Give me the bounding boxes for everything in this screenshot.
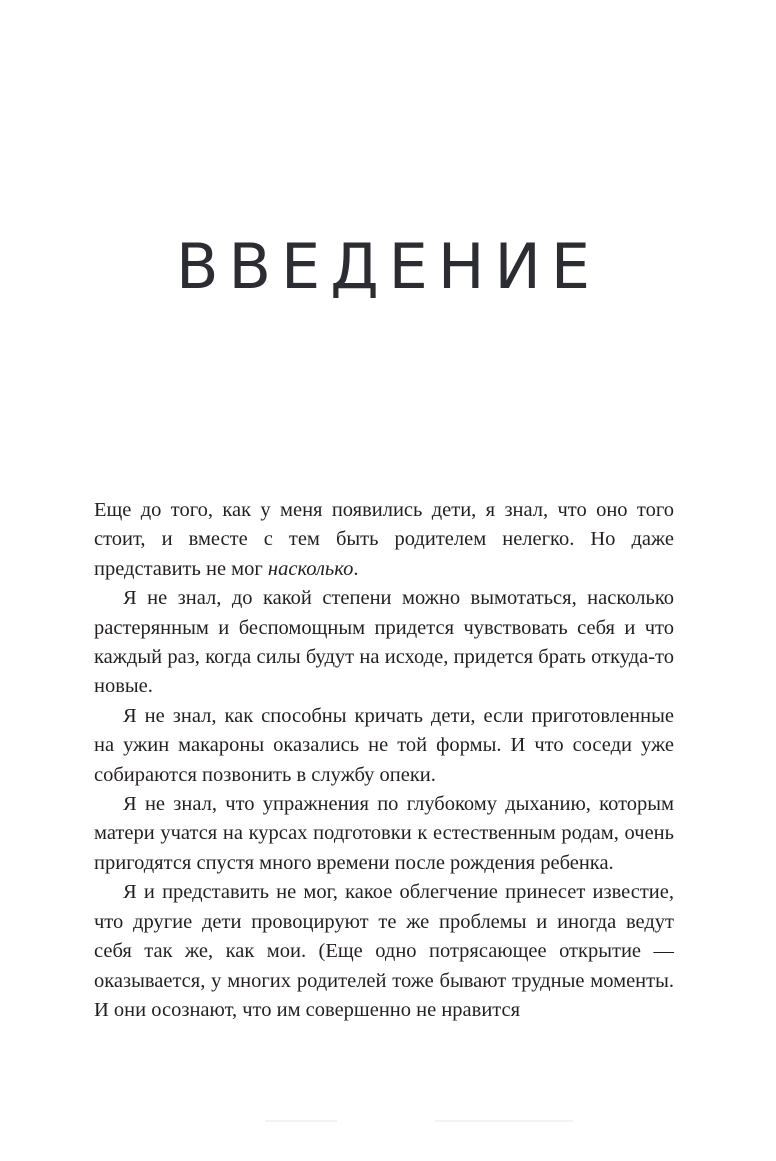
scan-artifact-left [265, 1120, 337, 1122]
paragraph-1-text: Еще до того, как у меня появились дети, я знал, что оно того стоит, и вместе с тем быть родителем нелегко. Но даже представить не мог [94, 499, 674, 580]
paragraph-1-emphasis: насколько [267, 557, 354, 580]
paragraph-2: Я не знал, до какой степени можно вымотаться, насколько растерянным и беспомощным придется чувствовать себя и что каждый раз, когда силы будут на исходе, придется брать откуда-то новые. [94, 587, 674, 698]
paragraph-1 [94, 496, 674, 584]
chapter-title: ВВЕДЕНИЕ [175, 230, 601, 303]
chapter-body [94, 496, 674, 1025]
paragraph-3: Я не знал, как способны кричать дети, если приготовленные на ужин макароны оказались не той формы. И что соседи уже собираются позвонить в службу опеки. [94, 704, 674, 786]
paragraph-5: Я и представить не мог, какое облегчение принесет известие, что другие дети провоцируют те же проблемы и иногда ведут себя так же, как мои. (Еще одно потрясающее открытие — оказывается, у многих родителей тоже бывают трудные моменты. И они осознают, что им совершенно не нравится [94, 881, 674, 1021]
paragraph-4: Я не знал, что упражнения по глубокому дыханию, которым матери учатся на курсах подготовки к естественным родам, очень пригодятся спустя много времени после рождения ребенка. [94, 793, 674, 874]
scan-artifact-right [435, 1120, 573, 1122]
paragraph-1-end: . [353, 557, 359, 580]
